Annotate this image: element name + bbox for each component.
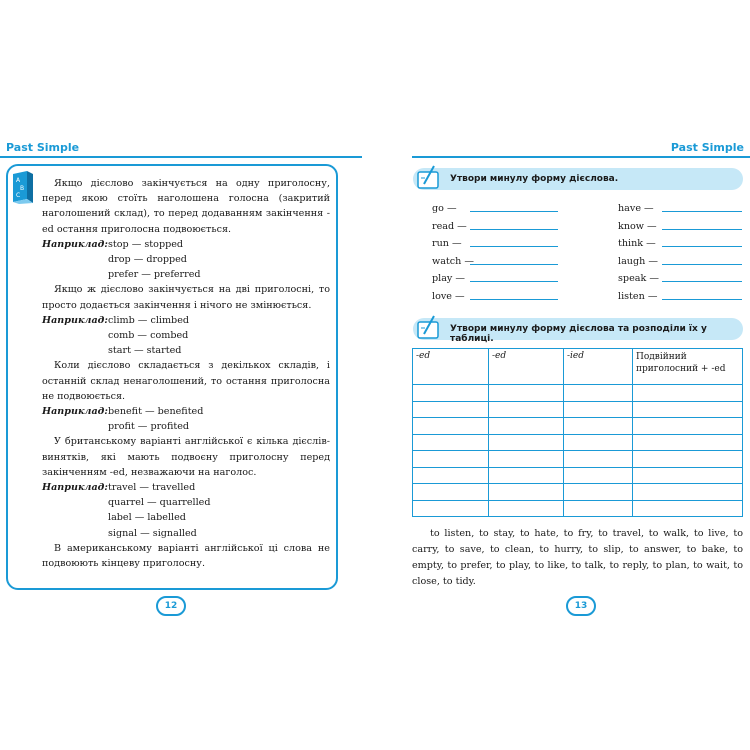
verb-label: play — [432, 273, 465, 285]
left-page-number: 12 [156, 596, 186, 616]
table-cell[interactable] [489, 451, 564, 468]
table-cell[interactable] [633, 401, 743, 418]
pencil-task-icon [416, 314, 440, 340]
column-header: -ied [564, 349, 633, 385]
table-cell[interactable] [564, 418, 633, 435]
table-row [413, 500, 743, 517]
table-cell[interactable] [413, 418, 489, 435]
verb-label: speak — [618, 273, 659, 285]
left-page-header: Past Simple [6, 141, 80, 154]
column-header: -ed [489, 349, 564, 385]
example-item: label — labelled [108, 512, 186, 524]
verb-row [618, 286, 657, 302]
verb-row [432, 198, 457, 214]
table-cell[interactable] [413, 401, 489, 418]
table-cell[interactable] [633, 500, 743, 517]
table-row [413, 434, 743, 451]
verb-row [432, 286, 465, 302]
rule-paragraph: В американському варіанті англійської ці слова не подвоюють кінцеву приголосну. [42, 542, 330, 570]
answer-blank[interactable] [470, 281, 558, 282]
sorting-table [412, 348, 743, 517]
example-item: benefit — benefited [108, 406, 204, 418]
example-item: signal — signalled [108, 527, 197, 539]
answer-blank[interactable] [662, 264, 742, 265]
rule-paragraph: Якщо дієслово закінчується на одну приголосну, перед якою стоїть наголошена голосна (закритий наголошений склад), то перед додаванням закінчення -ed остання приголосна подвоюється. [42, 178, 330, 235]
verb-row [432, 233, 462, 249]
verb-row [618, 233, 656, 249]
table-cell[interactable] [564, 385, 633, 402]
verb-row [432, 216, 467, 232]
table-cell[interactable] [633, 451, 743, 468]
table-cell[interactable] [489, 418, 564, 435]
verb-label: have — [618, 203, 654, 214]
rule-paragraph: Якщо ж дієслово закінчується на дві приголосні, то просто додається закінчення і нічого не змінюється. [42, 284, 330, 311]
table-cell[interactable] [489, 401, 564, 418]
verb-row [432, 268, 465, 284]
table-cell[interactable] [489, 500, 564, 517]
word-list [412, 526, 743, 590]
verb-label: think — [618, 238, 656, 250]
right-page-header: Past Simple [670, 141, 744, 154]
column-header: Подвійний приголосний + -ed [633, 349, 743, 385]
answer-blank[interactable] [662, 229, 742, 230]
example-item: travel — travelled [108, 482, 196, 494]
verb-label: listen — [618, 291, 658, 302]
table-cell[interactable] [489, 434, 564, 451]
table-cell[interactable] [489, 467, 564, 484]
table-cell[interactable] [489, 484, 564, 501]
task1-instruction: Утвори минулу форму дієслова. [450, 174, 619, 184]
table-cell[interactable] [564, 451, 633, 468]
svg-text:B: B [20, 185, 25, 192]
example-item: prefer — preferred [108, 269, 201, 281]
verb-row [432, 251, 474, 267]
table-cell[interactable] [489, 385, 564, 402]
table-row [413, 451, 743, 468]
table-cell[interactable] [564, 484, 633, 501]
abc-book-icon [10, 170, 36, 204]
example-item: stop — stopped [108, 238, 184, 250]
table-row [413, 401, 743, 418]
column-header: -ed [413, 349, 489, 385]
left-header-divider [0, 156, 362, 158]
answer-blank[interactable] [470, 211, 558, 212]
table-row [413, 385, 743, 402]
example-item: climb — climbed [108, 314, 190, 326]
table-cell[interactable] [633, 484, 743, 501]
verb-label: love — [432, 291, 465, 302]
table-row [413, 418, 743, 435]
verb-label: read — [432, 220, 467, 232]
table-cell[interactable] [564, 401, 633, 418]
example-item: comb — combed [108, 330, 189, 342]
answer-blank[interactable] [470, 246, 558, 247]
table-cell[interactable] [413, 500, 489, 517]
answer-blank[interactable] [470, 264, 558, 265]
task2-instruction: Утвори минулу форму дієслова та розподіли їх у таблиці. [450, 324, 707, 344]
table-cell[interactable] [413, 385, 489, 402]
answer-blank[interactable] [662, 211, 742, 212]
answer-blank[interactable] [662, 281, 742, 282]
table-cell[interactable] [413, 451, 489, 468]
table-row [413, 484, 743, 501]
grammar-rules [42, 176, 330, 571]
verb-label: watch — [432, 255, 474, 267]
svg-text:C: C [16, 192, 21, 199]
table-cell[interactable] [413, 434, 489, 451]
verb-row [618, 251, 658, 267]
example-item: start — started [108, 345, 182, 357]
table-cell[interactable] [564, 500, 633, 517]
rule-paragraph: У британському варіанті англійської є кілька дієслів-виняткiв, які мають подвоєну приголосну перед закінченням -ed, незважаючи на наголос. [42, 436, 330, 478]
table-cell[interactable] [413, 484, 489, 501]
verb-row [618, 268, 659, 284]
verb-label: run — [432, 238, 462, 250]
svg-text:A: A [16, 177, 21, 184]
verb-label: know — [618, 220, 657, 232]
rule-paragraph: Коли дієслово складається з декількох складів, і останній склад ненаголошений, то остання приголосна не подвоюється. [42, 360, 330, 402]
answer-blank[interactable] [470, 299, 558, 300]
table-cell[interactable] [413, 467, 489, 484]
example-label: Наприклад: [42, 238, 108, 250]
right-header-divider [412, 156, 750, 158]
example-label: Наприклад: [42, 482, 108, 494]
answer-blank[interactable] [470, 229, 558, 230]
example-item: quarrel — quarrelled [108, 497, 211, 509]
right-page-number: 13 [566, 596, 596, 616]
table-cell[interactable] [633, 467, 743, 484]
example-item: profit — profited [108, 421, 190, 433]
answer-blank[interactable] [662, 246, 742, 247]
table-cell[interactable] [633, 418, 743, 435]
example-label: Наприклад: [42, 314, 108, 326]
example-item: drop — dropped [108, 254, 187, 266]
pencil-task-icon [416, 164, 440, 190]
table-cell[interactable] [633, 385, 743, 402]
word-list-text: to listen, to stay, to hate, to fry, to travel, to walk, to live, to carry, to save, to clean, to hurry, to slip, to answer, to bake, to empty, to prefer, to play, to like, to talk, to reply, to plan, to wait, to close, to tidy. [412, 528, 743, 587]
table-cell[interactable] [564, 467, 633, 484]
verb-label: go — [432, 203, 457, 214]
verb-row [618, 198, 654, 214]
table-cell[interactable] [564, 434, 633, 451]
table-cell[interactable] [633, 434, 743, 451]
verb-row [618, 216, 657, 232]
example-label: Наприклад: [42, 406, 108, 418]
verb-label: laugh — [618, 255, 658, 267]
answer-blank[interactable] [662, 299, 742, 300]
table-row [413, 467, 743, 484]
